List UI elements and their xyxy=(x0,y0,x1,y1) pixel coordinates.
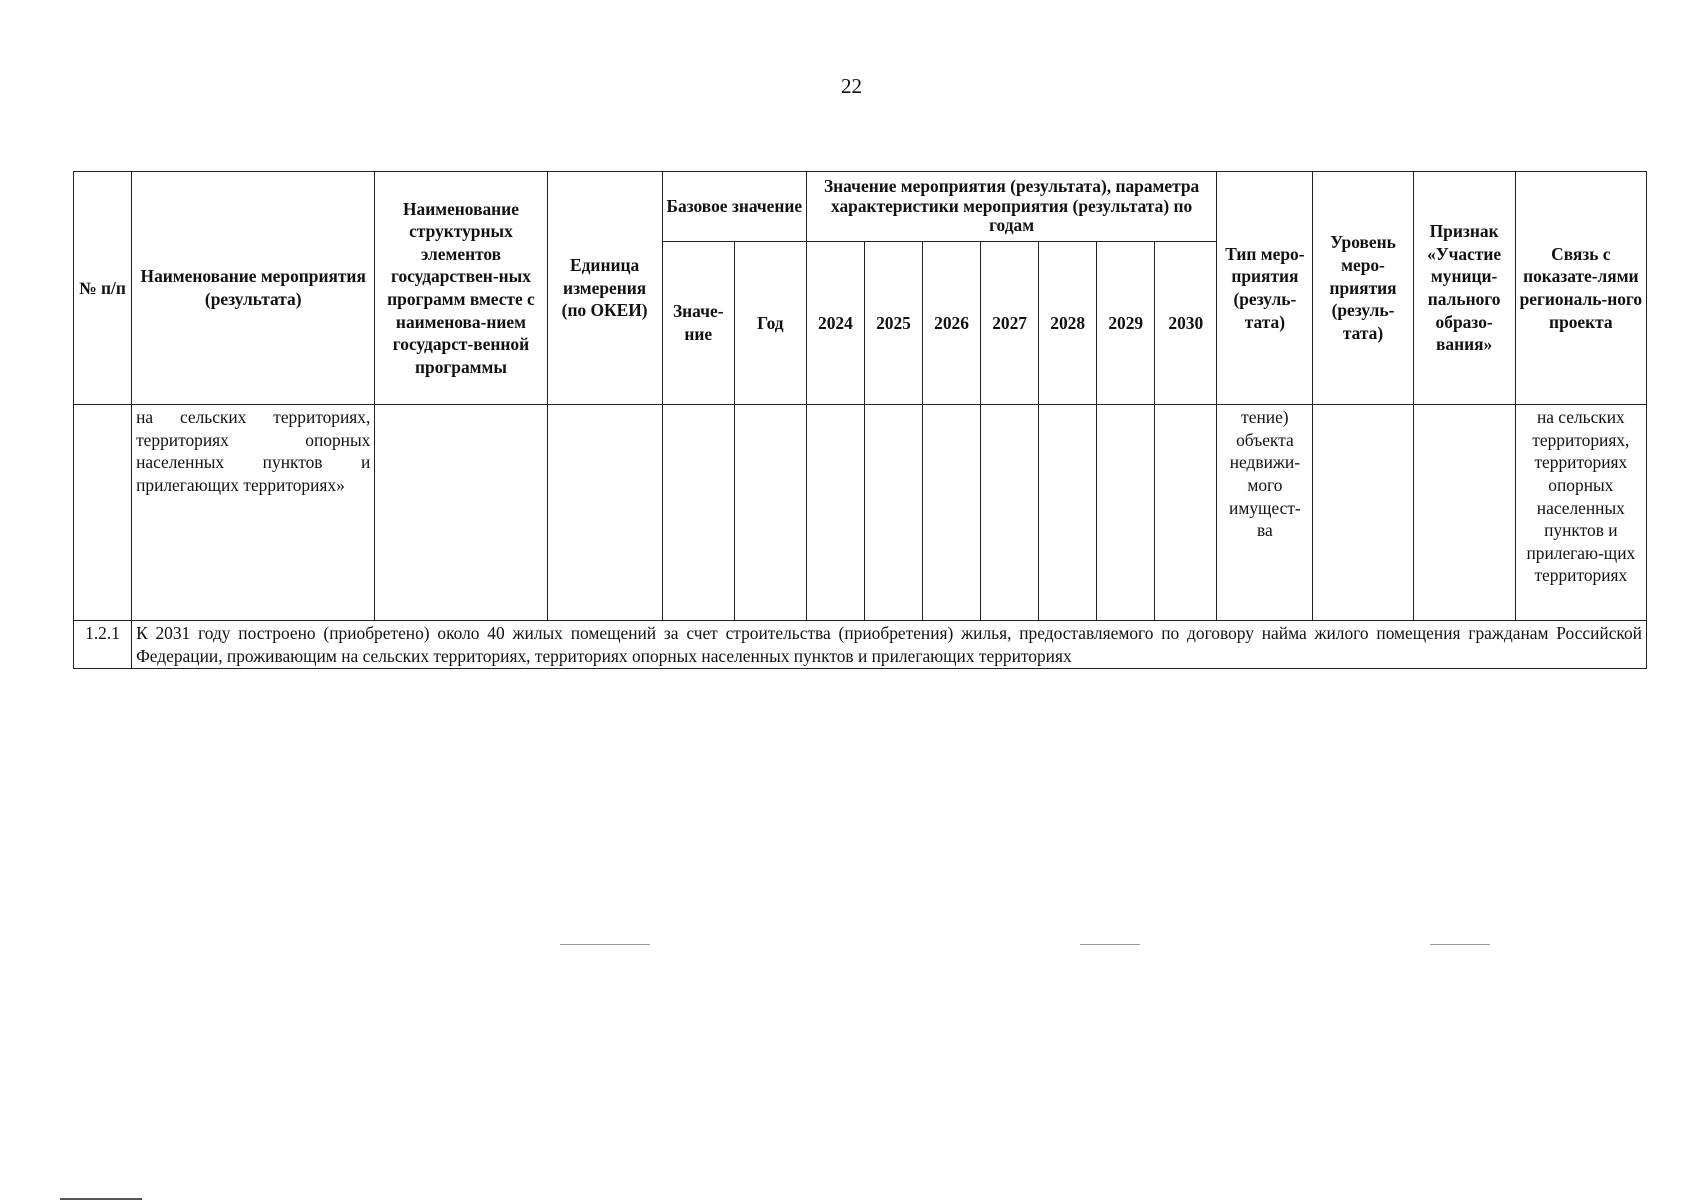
header-link: Связь с показате-лями региональ-ного проекта xyxy=(1515,172,1646,405)
header-year-2029: 2029 xyxy=(1097,242,1155,405)
header-year-2026: 2026 xyxy=(923,242,981,405)
header-year-2025: 2025 xyxy=(864,242,922,405)
row-2028-cell xyxy=(1039,405,1097,621)
row-2026-cell xyxy=(923,405,981,621)
row-base-value-cell xyxy=(662,405,734,621)
row-base-year-cell xyxy=(734,405,806,621)
scan-artifact xyxy=(560,944,650,945)
header-years-group: Значение мероприятия (результата), параметра характеристики мероприятия (результата) по годам xyxy=(806,172,1216,242)
measures-table xyxy=(73,171,1647,669)
header-type: Тип меро-приятия (резуль-тата) xyxy=(1217,172,1313,405)
row-link-cell: на сельских территориях, территориях опорных населенных пунктов и прилегаю-щих территориях xyxy=(1515,405,1646,621)
header-base-year: Год xyxy=(734,242,806,405)
row-level-cell xyxy=(1313,405,1413,621)
header-year-2027: 2027 xyxy=(981,242,1039,405)
section-num: 1.2.1 xyxy=(74,621,132,669)
header-year-2028: 2028 xyxy=(1039,242,1097,405)
row-municipal-cell xyxy=(1413,405,1515,621)
row-2025-cell xyxy=(864,405,922,621)
header-level: Уровень меро-приятия (резуль-тата) xyxy=(1313,172,1413,405)
row-2029-cell xyxy=(1097,405,1155,621)
row-type-cell: тение) объекта недвижи-мого имущест-ва xyxy=(1217,405,1313,621)
scan-artifact xyxy=(1430,944,1490,945)
scan-artifact xyxy=(1080,944,1140,945)
header-structural-elements: Наименование структурных элементов государствен-ных программ вместе с наименова-нием государст-венной программы xyxy=(375,172,547,405)
header-base-group: Базовое значение xyxy=(662,172,806,242)
page-number: 22 xyxy=(841,74,862,98)
row-num-cell xyxy=(74,405,132,621)
header-unit: Единица измерения (по ОКЕИ) xyxy=(547,172,662,405)
row-name-cell: на сельских территориях, территориях опорных населенных пунктов и прилегающих территориях» xyxy=(132,405,375,621)
header-year-2024: 2024 xyxy=(806,242,864,405)
header-base-value: Значе-ние xyxy=(662,242,734,405)
header-name: Наименование мероприятия (результата) xyxy=(132,172,375,405)
row-structural-cell xyxy=(375,405,547,621)
header-municipal: Признак «Участие муници-пального образо-вания» xyxy=(1413,172,1515,405)
section-row xyxy=(74,621,1647,669)
header-year-2030: 2030 xyxy=(1155,242,1217,405)
header-num: № п/п xyxy=(74,172,132,405)
table-row xyxy=(74,405,1647,621)
row-2027-cell xyxy=(981,405,1039,621)
row-unit-cell xyxy=(547,405,662,621)
row-2024-cell xyxy=(806,405,864,621)
section-text: К 2031 году построено (приобретено) около 40 жилых помещений за счет строительства (приобретения) жилья, предоставляемого по договору найма жилого помещения гражданам Российской Федерации, проживающим на сельских территориях, территориях опорных населенных пунктов и прилегающих территориях xyxy=(132,621,1647,669)
row-2030-cell xyxy=(1155,405,1217,621)
